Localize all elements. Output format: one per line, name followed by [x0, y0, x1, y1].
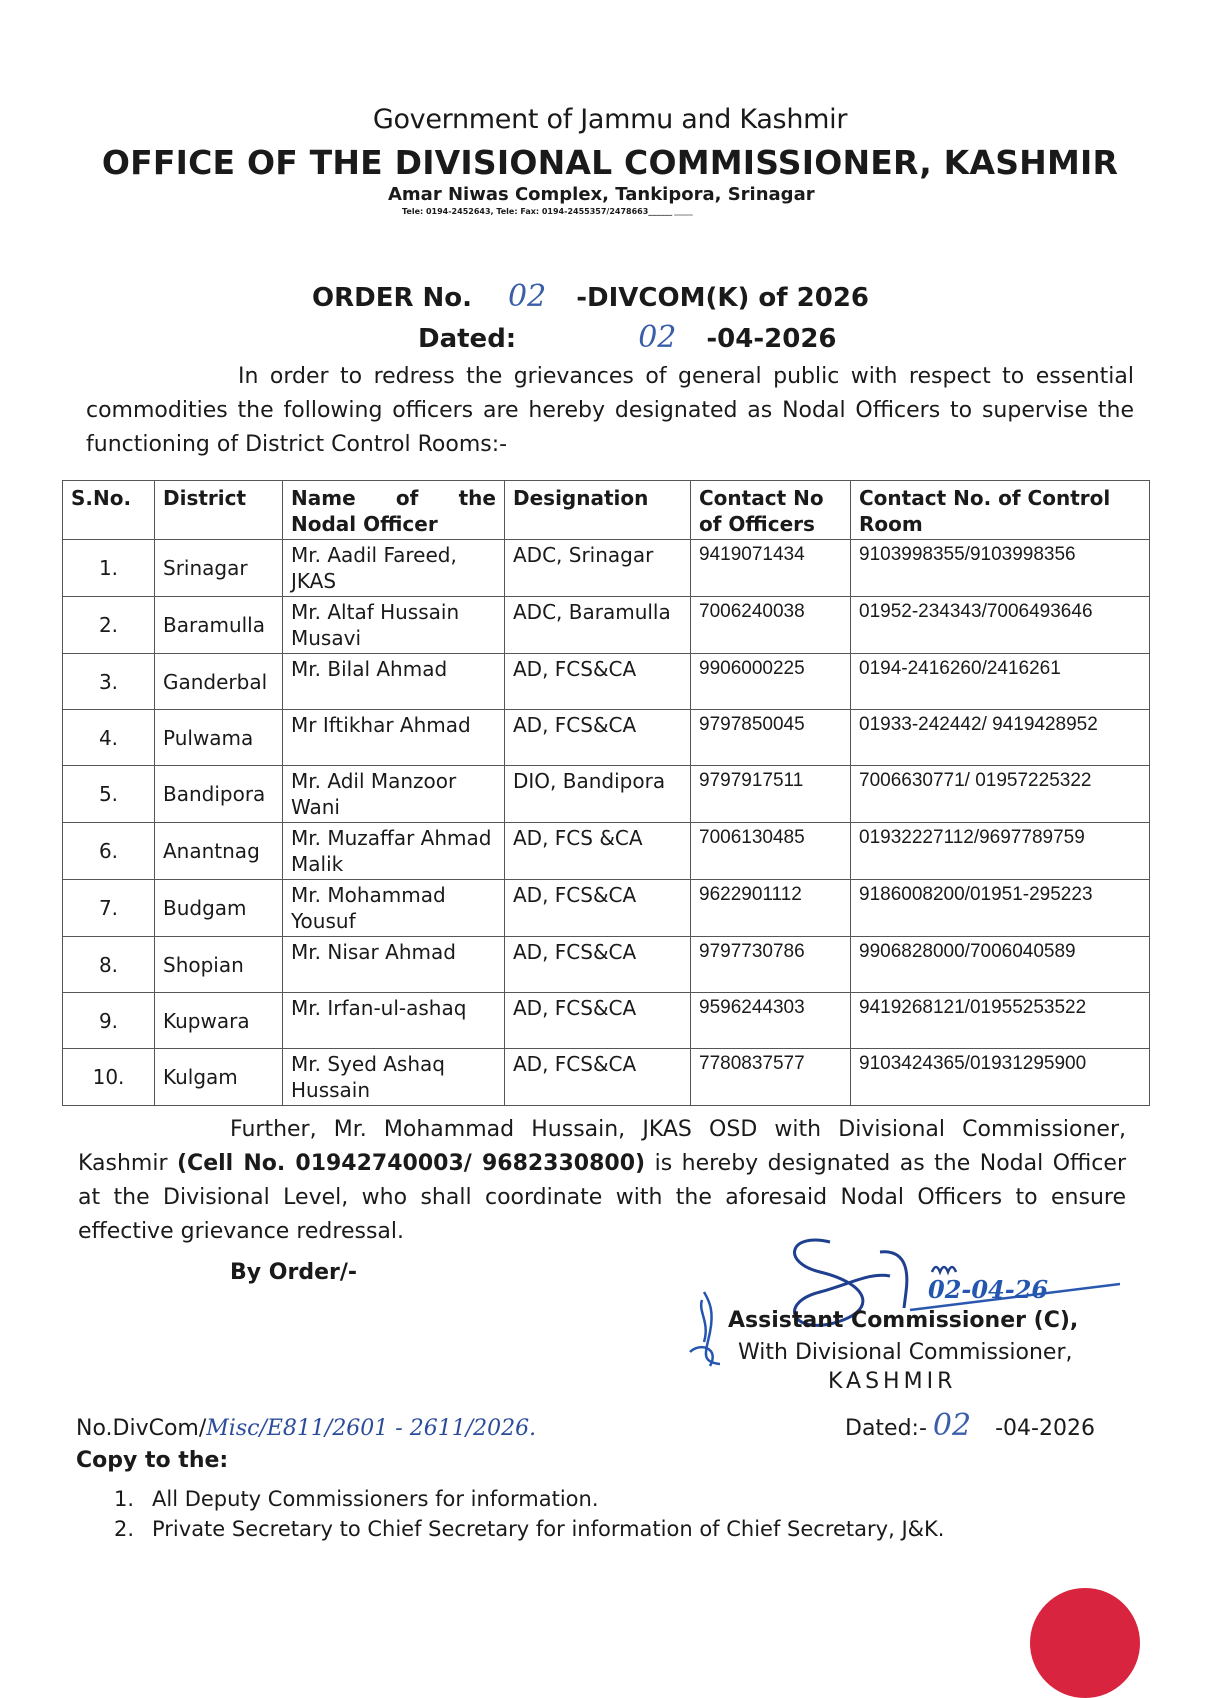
divisional-nodal-paragraph [78, 1113, 1126, 1249]
order-dated-suffix: -04-2026 [706, 324, 837, 354]
header-name-word: the [458, 486, 496, 510]
cell-designation: AD, FCS&CA [505, 1049, 691, 1106]
cell-control-room-contact: 9906828000/7006040589 [851, 937, 1150, 993]
header-officer-contact: Contact No of Officers [691, 481, 851, 540]
table-row [63, 766, 1150, 823]
cell-control-room-contact: 9419268121/01955253522 [851, 993, 1150, 1049]
header-sno: S.No. [63, 481, 155, 540]
signatory-title: Assistant Commissioner (C), [728, 1308, 1079, 1333]
copy-to-label: Copy to the: [76, 1448, 229, 1473]
copy-to-list [114, 1484, 944, 1544]
cell-officer-contact: 9797917511 [691, 766, 851, 823]
cell-district: Pulwama [155, 710, 283, 766]
reference-number [76, 1416, 536, 1441]
cell-district: Bandipora [155, 766, 283, 823]
reference-handwritten: Misc/E811/2601 - 2611/2026. [206, 1416, 537, 1441]
cell-sno: 7. [63, 880, 155, 937]
by-order: By Order/- [230, 1260, 358, 1285]
cell-officer-contact: 9797850045 [691, 710, 851, 766]
copy-to-item-number: 1. [114, 1487, 135, 1511]
table-row [63, 540, 1150, 597]
office-email-illegible: ▁▁▁▁ [674, 209, 693, 216]
copy-to-item-number: 2. [114, 1517, 135, 1541]
cell-nodal-officer: Mr. Adil Manzoor Wani [283, 766, 505, 823]
cell-sno: 2. [63, 597, 155, 654]
cell-officer-contact: 9419071434 [691, 540, 851, 597]
office-title: OFFICE OF THE DIVISIONAL COMMISSIONER, KASHMIR [101, 143, 1119, 182]
table-row [63, 937, 1150, 993]
cell-nodal-officer: Mr. Mohammad Yousuf [283, 880, 505, 937]
cell-sno: 10. [63, 1049, 155, 1106]
cell-nodal-officer: Mr. Altaf Hussain Musavi [283, 597, 505, 654]
cell-control-room-contact: 9103998355/9103998356 [851, 540, 1150, 597]
table-row [63, 597, 1150, 654]
cell-sno: 5. [63, 766, 155, 823]
cell-nodal-officer: Mr Iftikhar Ahmad [283, 710, 505, 766]
cell-officer-contact: 9622901112 [691, 880, 851, 937]
signature-dated-suffix: -04-2026 [995, 1416, 1095, 1441]
cell-designation: AD, FCS&CA [505, 654, 691, 710]
signature-date-handwritten: 02-04-26 [928, 1275, 1049, 1304]
intro-paragraph [86, 360, 1134, 462]
cell-designation: ADC, Srinagar [505, 540, 691, 597]
nodal-officers-table [62, 480, 1150, 1106]
cell-nodal-officer: Mr. Bilal Ahmad [283, 654, 505, 710]
header-name-word: of [395, 486, 419, 510]
cell-nodal-officer: Mr. Muzaffar Ahmad Malik [283, 823, 505, 880]
divisional-cell-numbers: (Cell No. 01942740003/ 9682330800) [177, 1151, 646, 1176]
cell-district: Shopian [155, 937, 283, 993]
cell-control-room-contact: 9103424365/01931295900 [851, 1049, 1150, 1106]
cell-sno: 4. [63, 710, 155, 766]
order-number [312, 279, 869, 314]
signature-dated-label: Dated:- [845, 1416, 927, 1441]
intro-text: In order to redress the grievances of general public with respect to essential commodities the following officers are hereby designated as Nodal Officers to supervise the functioning of District Control Rooms:- [86, 364, 1134, 457]
cell-nodal-officer: Mr. Syed Ashaq Hussain [283, 1049, 505, 1106]
cell-sno: 6. [63, 823, 155, 880]
office-phone-fax: Tele: 0194-2452643, Tele: Fax: 0194-2455357/2478663______ [402, 207, 673, 216]
cell-designation: AD, FCS&CA [505, 710, 691, 766]
cell-nodal-officer: Mr. Nisar Ahmad [283, 937, 505, 993]
cell-designation: AD, FCS&CA [505, 880, 691, 937]
cell-nodal-officer: Mr. Aadil Fareed, JKAS [283, 540, 505, 597]
cell-district: Anantnag [155, 823, 283, 880]
reference-prefix: No.DivCom/ [76, 1416, 207, 1441]
government-name: Government of Jammu and Kashmir [372, 104, 848, 135]
cell-designation: AD, FCS &CA [505, 823, 691, 880]
signature-dated-day-handwritten: 02 [932, 1408, 972, 1443]
order-dated-day-handwritten: 02 [638, 320, 677, 355]
cell-sno: 9. [63, 993, 155, 1049]
signatory-place: KASHMIR [828, 1369, 957, 1394]
cell-district: Kupwara [155, 993, 283, 1049]
table-row [63, 1049, 1150, 1106]
cell-officer-contact: 9906000225 [691, 654, 851, 710]
order-number-handwritten: 02 [508, 279, 547, 314]
signature-dated [845, 1408, 1095, 1443]
cell-officer-contact: 7780837577 [691, 1049, 851, 1106]
cell-control-room-contact: 01932227112/9697789759 [851, 823, 1150, 880]
order-label: ORDER No. [312, 283, 473, 313]
cell-district: Ganderbal [155, 654, 283, 710]
copy-to-item-text: All Deputy Commissioners for information. [152, 1487, 599, 1511]
copy-to-item [114, 1514, 944, 1544]
cell-designation: ADC, Baramulla [505, 597, 691, 654]
cell-sno: 1. [63, 540, 155, 597]
divisional-text-part2: is hereby designated as the Nodal Officer at the Divisional Level, who shall coordinate with the aforesaid Nodal Officers to ensure effective grievance redressal. [78, 1151, 1126, 1244]
cell-officer-contact: 9596244303 [691, 993, 851, 1049]
cell-control-room-contact: 01933-242442/ 9419428952 [851, 710, 1150, 766]
header-designation: Designation [505, 481, 691, 540]
table-header-row [63, 481, 1150, 540]
cell-district: Baramulla [155, 597, 283, 654]
cell-district: Budgam [155, 880, 283, 937]
cell-control-room-contact: 01952-234343/7006493646 [851, 597, 1150, 654]
header-control-room-contact: Contact No. of Control Room [851, 481, 1150, 540]
cell-control-room-contact: 0194-2416260/2416261 [851, 654, 1150, 710]
table-row [63, 993, 1150, 1049]
table-row [63, 823, 1150, 880]
red-circle-badge-icon [1030, 1588, 1140, 1698]
copy-to-item-text: Private Secretary to Chief Secretary for information of Chief Secretary, J&K. [152, 1517, 945, 1541]
order-suffix: -DIVCOM(K) of 2026 [576, 283, 870, 313]
order-date [418, 320, 837, 355]
cell-officer-contact: 7006240038 [691, 597, 851, 654]
cell-control-room-contact: 9186008200/01951-295223 [851, 880, 1150, 937]
cell-officer-contact: 7006130485 [691, 823, 851, 880]
cell-officer-contact: 9797730786 [691, 937, 851, 993]
office-address: Amar Niwas Complex, Tankipora, Srinagar [388, 184, 815, 205]
cell-designation: DIO, Bandipora [505, 766, 691, 823]
order-dated-label: Dated: [418, 324, 517, 354]
table-row [63, 654, 1150, 710]
cell-sno: 3. [63, 654, 155, 710]
cell-district: Srinagar [155, 540, 283, 597]
divisional-text-part1: Further, Mr. Mohammad Hussain, JKAS OSD with Divisional Commissioner, Kashmir [78, 1117, 1126, 1176]
copy-to-item [114, 1484, 944, 1514]
table-row [63, 880, 1150, 937]
cell-designation: AD, FCS&CA [505, 993, 691, 1049]
cell-sno: 8. [63, 937, 155, 993]
office-contact [402, 207, 693, 216]
cell-district: Kulgam [155, 1049, 283, 1106]
header-district: District [155, 481, 283, 540]
header-name-word: Name [291, 486, 356, 510]
cell-nodal-officer: Mr. Irfan-ul-ashaq [283, 993, 505, 1049]
cell-control-room-contact: 7006630771/ 01957225322 [851, 766, 1150, 823]
cell-designation: AD, FCS&CA [505, 937, 691, 993]
table-row [63, 710, 1150, 766]
header-nodal-officer [283, 481, 505, 540]
signatory-subtitle: With Divisional Commissioner, [738, 1340, 1073, 1365]
header-name-word: Nodal Officer [291, 512, 438, 536]
